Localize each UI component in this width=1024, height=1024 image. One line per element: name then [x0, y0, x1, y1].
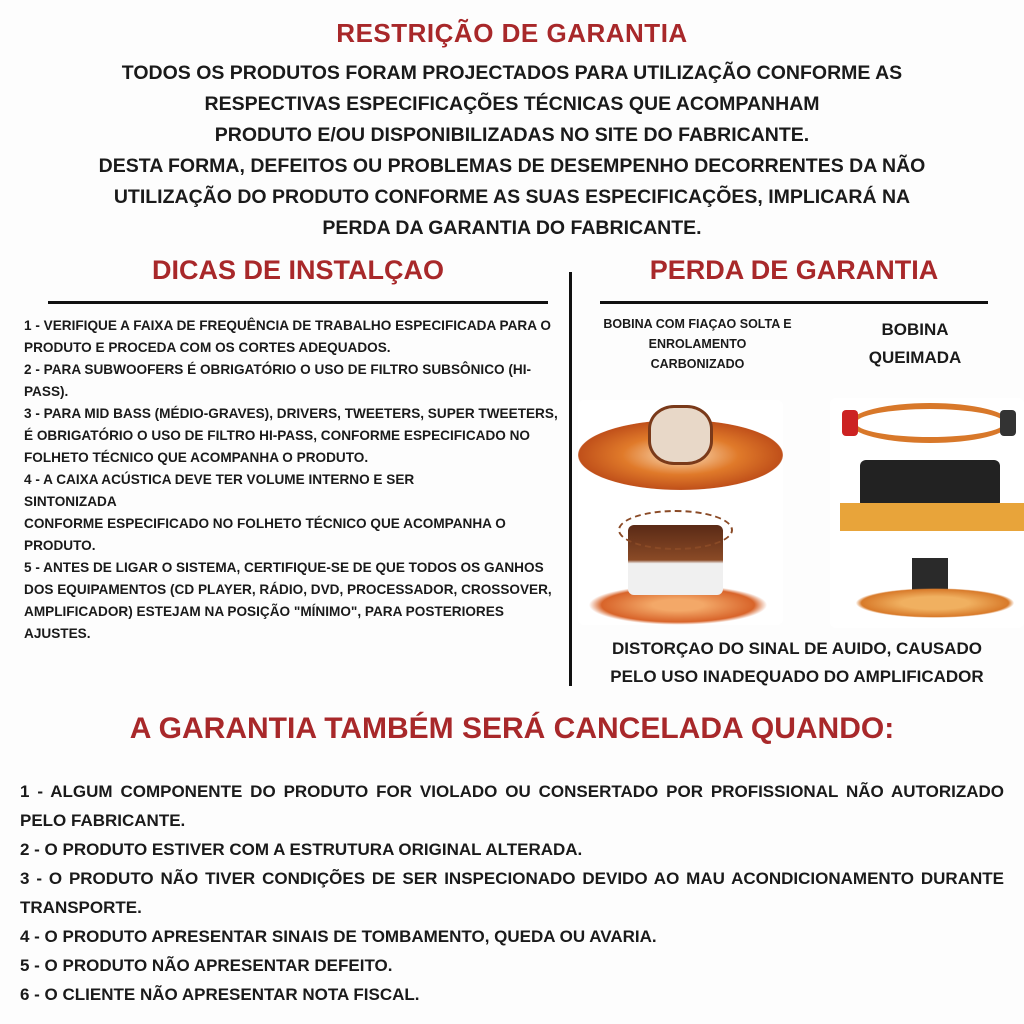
intro-line: PERDA DA GARANTIA DO FABRICANTE.	[322, 217, 702, 239]
tip-item: CONFORME ESPECIFICADO NO FOLHETO TÉCNICO QUE ACOMPANHA O PRODUTO.	[24, 516, 506, 553]
caption-line: DISTORÇAO DO SINAL DE AUIDO, CAUSADO	[612, 639, 982, 658]
left-divider	[48, 301, 548, 304]
cancel-item: 1 - ALGUM COMPONENTE DO PRODUTO FOR VIOLADO OU CONSERTADO POR PROFISSIONAL NÃO AUTORIZADO PELO FABRICANTE.	[20, 782, 1004, 830]
cancel-item: 4 - O PRODUTO APRESENTAR SINAIS DE TOMBAMENTO, QUEDA OU AVARIA.	[20, 927, 657, 946]
burnt-coil-caption	[845, 316, 985, 372]
installation-tips-heading: DICAS DE INSTALÇAO	[151, 255, 444, 285]
intro-text	[30, 58, 994, 244]
cancellation-heading: A GARANTIA TAMBÉM SERÁ CANCELADA QUANDO:	[129, 712, 895, 745]
cancel-item: 3 - O PRODUTO NÃO TIVER CONDIÇÕES DE SER INSPECIONADO DEVIDO AO MAU ACONDICIONAMENTO DURANTE TRANSPORTE.	[20, 869, 1004, 917]
cancel-item: 6 - O CLIENTE NÃO APRESENTAR NOTA FISCAL.	[20, 985, 420, 1004]
caption-line: PELO USO INADEQUADO DO AMPLIFICADOR	[610, 667, 984, 686]
page-title: RESTRIÇÃO DE GARANTIA	[336, 18, 688, 48]
caption-line: BOBINA	[881, 320, 949, 339]
intro-line: PRODUTO E/OU DISPONIBILIZADAS NO SITE DO FABRICANTE.	[214, 124, 810, 146]
intro-line: RESPECTIVAS ESPECIFICAÇÕES TÉCNICAS QUE ACOMPANHAM	[204, 93, 820, 115]
cancellation-list	[20, 777, 1004, 1009]
right-divider	[600, 301, 988, 304]
caption-line: QUEIMADA	[868, 348, 962, 367]
tip-item: 2 - PARA SUBWOOFERS É OBRIGATÓRIO O USO DE FILTRO SUBSÔNICO (HI-PASS).	[24, 362, 532, 399]
tip-item: 1 - VERIFIQUE A FAIXA DE FREQUÊNCIA DE TRABALHO ESPECIFICADA PARA O PRODUTO E PROCEDA COM OS CORTES ADEQUADOS.	[24, 318, 551, 355]
tip-item: 5 - ANTES DE LIGAR O SISTEMA, CERTIFIQUE-SE DE QUE TODOS OS GANHOS DOS EQUIPAMENTOS (CD PLAYER, RÁDIO, DVD, PROCESSADOR, CROSSOVER, AMPLIFICADOR) ESTEJAM NA POSIÇÃO "MÍNIMO", PARA POSTERIORES AJUSTES.	[24, 560, 552, 641]
column-divider	[569, 272, 572, 686]
intro-line: DESTA FORMA, DEFEITOS OU PROBLEMAS DE DESEMPENHO DECORRENTES DA NÃO	[98, 155, 926, 177]
loose-coil-caption	[585, 314, 810, 374]
intro-line: UTILIZAÇÃO DO PRODUTO CONFORME AS SUAS ESPECIFICAÇÕES, IMPLICARÁ NA	[113, 186, 911, 208]
intro-line: TODOS OS PRODUTOS FORAM PROJECTADOS PARA UTILIZAÇÃO CONFORME AS	[121, 62, 903, 84]
caption-line: BOBINA COM FIAÇAO SOLTA E	[603, 317, 792, 331]
installation-tips-list	[24, 315, 566, 645]
distortion-caption	[582, 635, 1012, 691]
caption-line: CARBONIZADO	[650, 357, 745, 371]
cancel-item: 5 - O PRODUTO NÃO APRESENTAR DEFEITO.	[20, 956, 393, 975]
cancel-item: 2 - O PRODUTO ESTIVER COM A ESTRUTURA ORIGINAL ALTERADA.	[20, 840, 583, 859]
tip-item: 4 - A CAIXA ACÚSTICA DEVE TER VOLUME INTERNO E SER SINTONIZADA	[24, 472, 415, 509]
warranty-loss-heading: PERDA DE GARANTIA	[649, 255, 939, 285]
caption-line: ENROLAMENTO	[648, 337, 747, 351]
burnt-coil-photo	[830, 398, 1024, 628]
loose-coil-photo	[578, 400, 783, 625]
tip-item: 3 - PARA MID BASS (MÉDIO-GRAVES), DRIVERS, TWEETERS, SUPER TWEETERS, É OBRIGATÓRIO O USO DE FILTRO HI-PASS, CONFORME ESPECIFICADO NO FOLHETO TÉCNICO QUE ACOMPANHA O PRODUTO.	[24, 406, 558, 465]
